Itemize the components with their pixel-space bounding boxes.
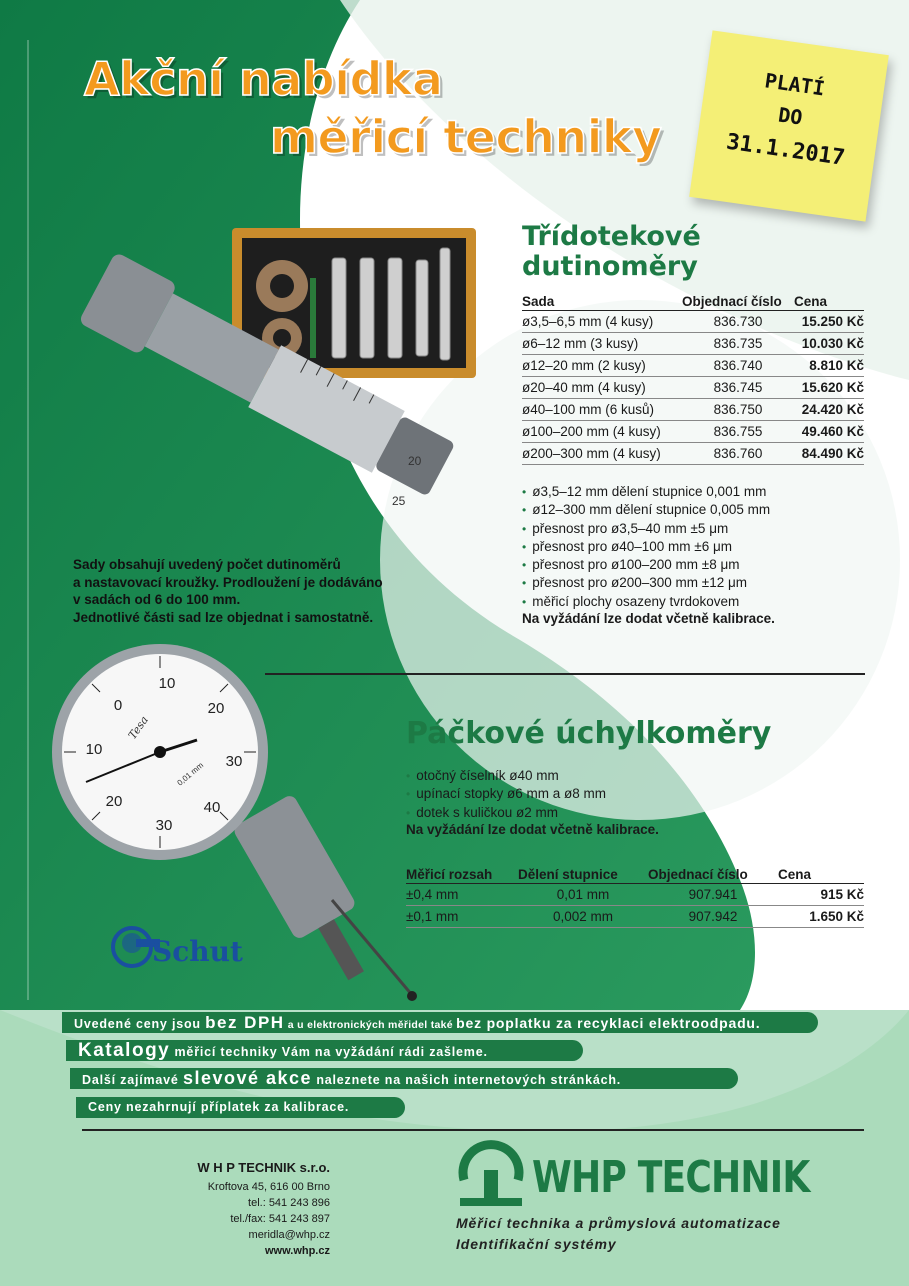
cell-price: 15.620 Kč — [794, 377, 864, 399]
table-row — [406, 884, 864, 906]
cell-order: 836.735 — [682, 333, 794, 355]
micrometer-scale-25: 25 — [392, 494, 406, 508]
col-header-order: Objednací číslo — [648, 866, 778, 884]
banner-text: Uvedené ceny jsou — [74, 1017, 206, 1031]
section1-title — [522, 222, 701, 282]
dial-number: 20 — [207, 700, 225, 717]
dial-number: 0 — [113, 697, 123, 714]
dial-indicator-price-table — [406, 866, 864, 928]
banner-text: Další zajímavé — [82, 1073, 183, 1087]
table-row — [522, 421, 864, 443]
banner-emphasis: slevové akce — [182, 1068, 313, 1088]
whp-logo-text: WHP TECHNIK — [532, 1152, 810, 1203]
cell-set: ø3,5–6,5 mm (4 kusy) — [522, 311, 682, 333]
table-row — [522, 311, 864, 333]
sticky-line2: DO — [776, 102, 804, 130]
table-row — [522, 443, 864, 465]
headline-line2: měřicí techniky — [270, 110, 662, 164]
list-item: • přesnost pro ø200–300 mm ±12 μm — [522, 574, 862, 592]
cell-price: 1.650 Kč — [778, 906, 864, 928]
table-row — [522, 333, 864, 355]
section1-feature-list — [522, 483, 862, 611]
dial-brand: Tesa — [125, 713, 151, 742]
dial-number: 10 — [85, 741, 103, 758]
bore-gauge-price-table — [522, 293, 864, 465]
cell-order: 907.941 — [648, 884, 778, 906]
list-item: • otočný číselník ø40 mm — [406, 767, 806, 785]
sticky-line1: PLATÍ — [763, 68, 827, 101]
bore-gauge-photo — [60, 215, 490, 555]
banner-emphasis: Katalogy — [78, 1040, 171, 1061]
cell-order: 836.745 — [682, 377, 794, 399]
whp-tagline-2: Identifikační systémy — [456, 1236, 617, 1252]
schut-logo-text: Schut — [152, 935, 243, 968]
banner-emphasis: bez DPH — [205, 1013, 285, 1032]
list-item: • dotek s kuličkou ø2 mm — [406, 804, 806, 822]
cell-order: 836.730 — [682, 311, 794, 333]
section2-title: Páčkové úchylkoměry — [406, 716, 772, 751]
banner-vat-info — [62, 1012, 818, 1033]
side-text-line: v sadách od 6 do 100 mm. — [73, 592, 241, 607]
cell-price: 15.250 Kč — [794, 311, 864, 333]
section1-title-line2: dutinoměry — [522, 251, 698, 282]
col-header-range: Měřicí rozsah — [406, 866, 518, 884]
company-address: Kroftova 45, 616 00 Brno — [207, 1181, 330, 1193]
banner-catalogs — [66, 1040, 583, 1061]
company-email[interactable]: meridla@whp.cz — [248, 1229, 330, 1241]
dial-number: 30 — [225, 753, 243, 770]
whp-tagline-1: Měřicí technika a průmyslová automatizace — [456, 1215, 781, 1231]
table-row — [406, 906, 864, 928]
cell-price: 49.460 Kč — [794, 421, 864, 443]
side-text-line: Jednotlivé části sad lze objednat i samostatně. — [73, 609, 374, 625]
dial-number: 40 — [203, 799, 221, 816]
list-item: • přesnost pro ø40–100 mm ±6 μm — [522, 538, 862, 556]
cell-set: ø6–12 mm (3 kusy) — [522, 333, 682, 355]
banner-text: naleznete na našich internetových stránkách. — [312, 1073, 622, 1087]
cell-order: 907.942 — [648, 906, 778, 928]
micrometer-scale-20: 20 — [408, 454, 422, 468]
col-header-price: Cena — [778, 866, 864, 884]
section2-feature-list — [406, 767, 806, 822]
cell-set: ø12–20 mm (2 kusy) — [522, 355, 682, 377]
headline-line1: Akční nabídka — [84, 52, 443, 106]
company-name: W H P TECHNIK s.r.o. — [197, 1160, 330, 1175]
section1-calibration-note: Na vyžádání lze dodat včetně kalibrace. — [522, 611, 775, 626]
table-row — [522, 377, 864, 399]
section1-title-line1: Třídotekové — [522, 221, 701, 252]
whp-logo-icon — [456, 1140, 526, 1210]
col-header-price: Cena — [794, 293, 864, 311]
section1-side-text — [73, 556, 383, 626]
dial-number: 10 — [158, 675, 176, 692]
company-website[interactable]: www.whp.cz — [265, 1245, 330, 1257]
cell-order: 836.760 — [682, 443, 794, 465]
cell-order: 836.755 — [682, 421, 794, 443]
company-phone: tel.: 541 243 896 — [248, 1197, 330, 1209]
list-item: • měřicí plochy osazeny tvrdokovem — [522, 593, 862, 611]
side-text-line: a nastavovací kroužky. Prodloužení je dodáváno — [73, 574, 383, 590]
banner-calibration-price: Ceny nezahrnují příplatek za kalibrace. — [76, 1097, 405, 1118]
sticky-line3: 31.1.2017 — [724, 129, 847, 171]
banner-text: měřicí techniky Vám na vyžádání rádi zašleme. — [170, 1045, 488, 1059]
banner-text: a u elektronických měřidel také — [284, 1019, 457, 1031]
cell-set: ø20–40 mm (4 kusy) — [522, 377, 682, 399]
cell-order: 836.740 — [682, 355, 794, 377]
list-item: • upínací stopky ø6 mm a ø8 mm — [406, 785, 806, 803]
list-item: • ø12–300 mm dělení stupnice 0,005 mm — [522, 501, 862, 519]
dial-number: 30 — [155, 817, 173, 834]
footer-address-block — [120, 1160, 330, 1259]
list-item: • přesnost pro ø3,5–40 mm ±5 μm — [522, 520, 862, 538]
cell-set: ø40–100 mm (6 kusů) — [522, 399, 682, 421]
cell-range: ±0,4 mm — [406, 884, 518, 906]
cell-division: 0,002 mm — [518, 906, 648, 928]
cell-order: 836.750 — [682, 399, 794, 421]
cell-price: 84.490 Kč — [794, 443, 864, 465]
dial-unit: 0,01 mm — [175, 760, 206, 788]
side-text-line: Sady obsahují uvedený počet dutinoměrů — [73, 557, 341, 572]
cell-price: 915 Kč — [778, 884, 864, 906]
dial-number: 20 — [105, 793, 123, 810]
section2-calibration-note: Na vyžádání lze dodat včetně kalibrace. — [406, 822, 659, 837]
schut-logo — [110, 925, 250, 970]
col-header-order: Objednací číslo — [682, 293, 794, 311]
cell-division: 0,01 mm — [518, 884, 648, 906]
banner-discounts — [70, 1068, 738, 1089]
cell-range: ±0,1 mm — [406, 906, 518, 928]
cell-set: ø200–300 mm (4 kusy) — [522, 443, 682, 465]
table-row — [522, 355, 864, 377]
cell-set: ø100–200 mm (4 kusy) — [522, 421, 682, 443]
cell-price: 24.420 Kč — [794, 399, 864, 421]
table-row — [522, 399, 864, 421]
banner-emphasis: bez poplatku za recyklaci elektroodpadu. — [456, 1015, 761, 1031]
validity-sticky-note — [689, 30, 889, 221]
list-item: • přesnost pro ø100–200 mm ±8 μm — [522, 556, 862, 574]
col-header-set: Sada — [522, 293, 682, 311]
company-fax: tel./fax: 541 243 897 — [230, 1213, 330, 1225]
cell-price: 8.810 Kč — [794, 355, 864, 377]
cell-price: 10.030 Kč — [794, 333, 864, 355]
list-item: • ø3,5–12 mm dělení stupnice 0,001 mm — [522, 483, 862, 501]
footer-divider — [82, 1129, 864, 1131]
col-header-division: Dělení stupnice — [518, 866, 648, 884]
